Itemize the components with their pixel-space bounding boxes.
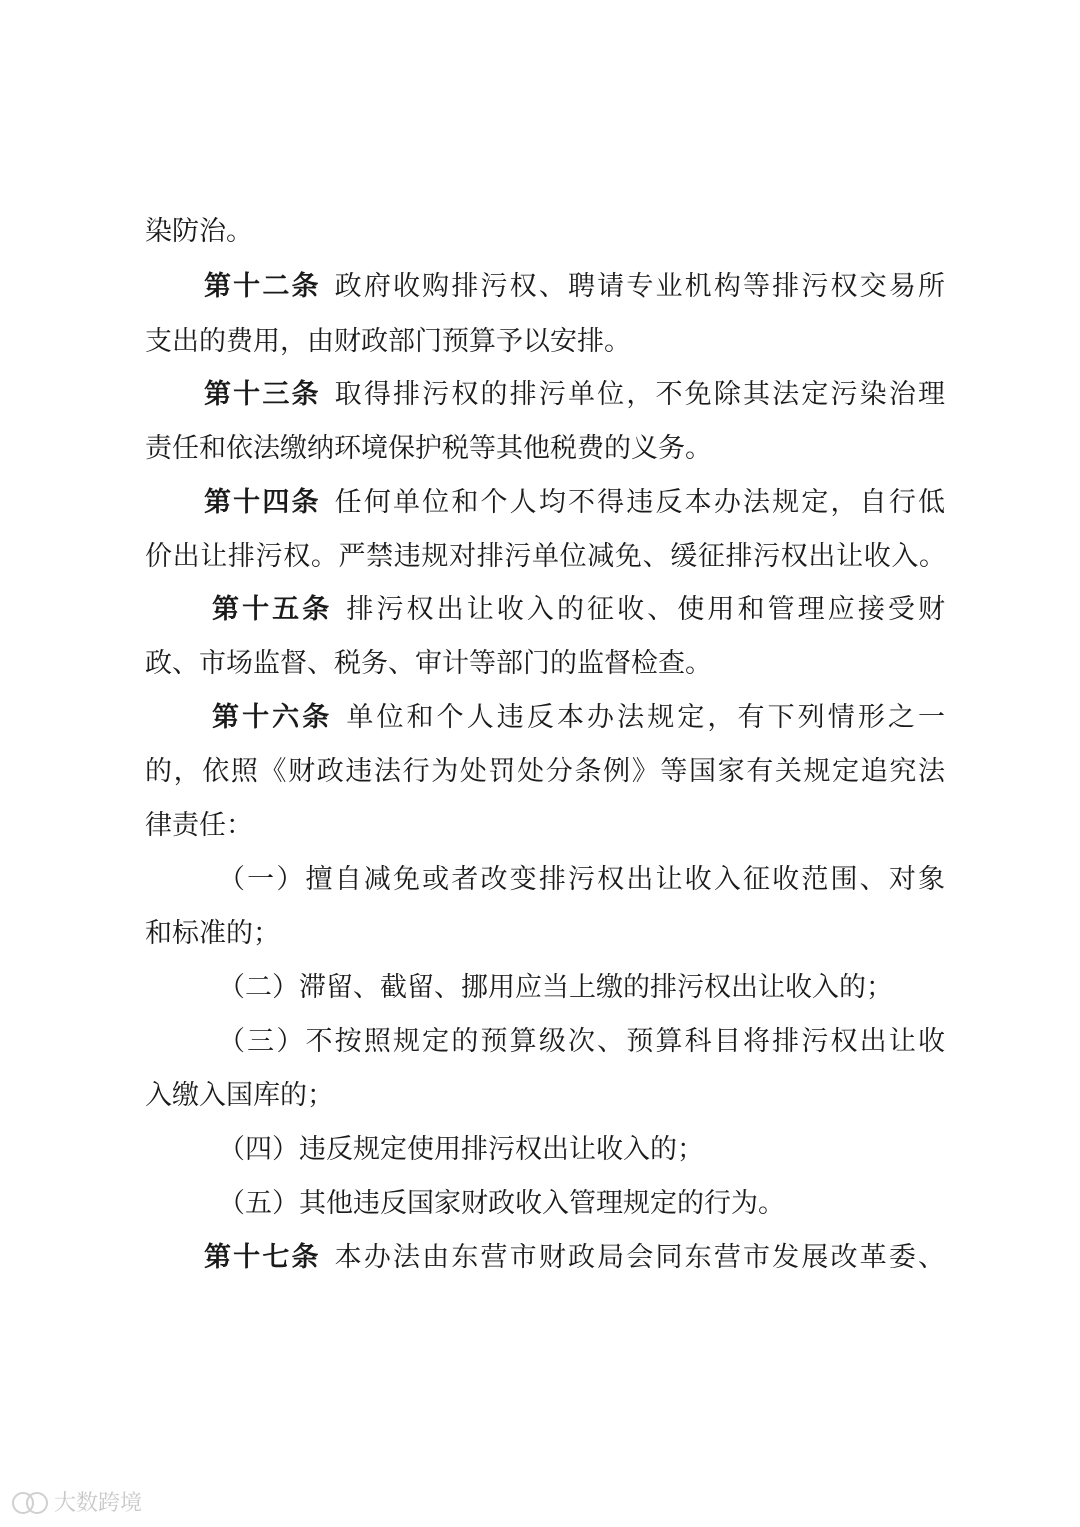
- article-heading: 第十五条: [212, 594, 333, 625]
- list-item-4: [218, 1130, 945, 1170]
- article-heading: 第十七条: [204, 1242, 321, 1273]
- line-text: 和标准的；: [145, 918, 280, 949]
- paragraph-line: [145, 806, 945, 846]
- line-text: 任何单位和个人均不得违反本办法规定，自行低: [334, 487, 946, 518]
- article-17-line: [204, 1238, 945, 1278]
- paragraph-line: [145, 752, 945, 792]
- article-13-line: [204, 375, 945, 415]
- paragraph-line: [145, 429, 945, 469]
- article-15-line: [212, 590, 945, 630]
- article-heading: 第十四条: [204, 487, 321, 518]
- line-text: 本办法由东营市财政局会同东营市发展改革委、: [334, 1242, 946, 1273]
- article-14-line: [204, 483, 945, 523]
- paragraph-line: [145, 1076, 945, 1116]
- line-text: 政、市场监督、税务、审计等部门的监督检查。: [145, 648, 712, 679]
- paragraph-line: [145, 914, 945, 954]
- line-text: 的，依照《财政违法行为处罚处分条例》等国家有关规定追究法: [145, 756, 945, 787]
- line-text: （一）擅自减免或者改变排污权出让收入征收范围、对象: [218, 864, 945, 895]
- paragraph-line: [145, 644, 945, 684]
- logo-icon: [12, 1490, 50, 1514]
- line-text: 支出的费用，由财政部门预算予以安排。: [145, 326, 631, 357]
- line-text: 染防治。: [145, 216, 253, 247]
- line-text: （四）违反规定使用排污权出让收入的；: [218, 1134, 704, 1165]
- line-text: 取得排污权的排污单位，不免除其法定污染治理: [334, 379, 946, 410]
- list-item-5: [218, 1184, 945, 1224]
- line-text: 排污权出让收入的征收、使用和管理应接受财: [346, 594, 946, 625]
- article-12-line: [204, 267, 945, 307]
- paragraph-line: [145, 212, 945, 252]
- list-item-1: [218, 860, 945, 900]
- line-text: 律责任：: [145, 810, 253, 841]
- watermark: [12, 1486, 142, 1517]
- line-text: 价出让排污权。严禁违规对排污单位减免、缓征排污权出让收入。: [145, 541, 945, 572]
- paragraph-line: [145, 537, 945, 577]
- line-text: 政府收购排污权、聘请专业机构等排污权交易所: [334, 271, 946, 302]
- article-heading: 第十三条: [204, 379, 321, 410]
- line-text: 单位和个人违反本办法规定，有下列情形之一: [346, 702, 946, 733]
- article-heading: 第十六条: [212, 702, 333, 733]
- line-text: 入缴入国库的；: [145, 1080, 334, 1111]
- list-item-2: [218, 968, 945, 1008]
- article-heading: 第十二条: [204, 271, 321, 302]
- line-text: （二）滞留、截留、挪用应当上缴的排污权出让收入的；: [218, 972, 893, 1003]
- watermark-text: 大数跨境: [54, 1491, 143, 1516]
- line-text: （三）不按照规定的预算级次、预算科目将排污权出让收: [218, 1026, 945, 1057]
- article-16-line: [212, 698, 945, 738]
- list-item-3: [218, 1022, 945, 1062]
- line-text: （五）其他违反国家财政收入管理规定的行为。: [218, 1188, 785, 1219]
- paragraph-line: [145, 322, 945, 362]
- line-text: 责任和依法缴纳环境保护税等其他税费的义务。: [145, 433, 712, 464]
